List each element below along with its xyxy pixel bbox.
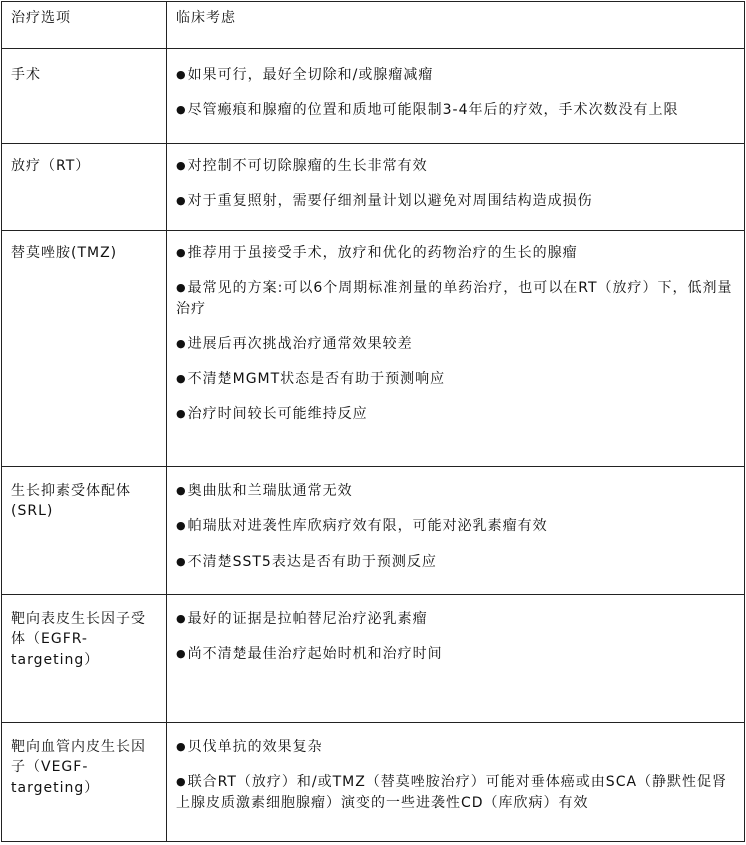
table-row [2, 595, 745, 723]
treatment-option-cell: 替莫唑胺(TMZ) [2, 231, 167, 467]
list-item: ● 治疗时间较长可能维持反应 [176, 404, 736, 424]
header-treatment-option: 治疗选项 [2, 2, 167, 49]
list-item: ● 如果可行，最好全切除和/或腺瘤减瘤 [176, 65, 736, 85]
treatment-option-cell: 靶向表皮生长因子受体（EGFR-targeting） [2, 595, 167, 723]
list-item: ● 最好的证据是拉帕替尼治疗泌乳素瘤 [176, 609, 736, 629]
list-item: ● 帕瑞肽对进袭性库欣病疗效有限，可能对泌乳素瘤有效 [176, 516, 736, 536]
list-item: ● 尚不清楚最佳治疗起始时机和治疗时间 [176, 644, 736, 664]
table-row [2, 723, 745, 842]
list-item: ● 联合RT（放疗）和/或TMZ（替莫唑胺治疗）可能对垂体癌或由SCA（静默性促肾上腺皮质激素细胞腺瘤）演变的一些进袭性CD（库欣病）有效 [176, 772, 736, 813]
considerations-cell [167, 595, 745, 723]
treatment-table [1, 1, 745, 842]
list-item: ● 尽管瘢痕和腺瘤的位置和质地可能限制3-4年后的疗效，手术次数没有上限 [176, 100, 736, 120]
list-item: ● 推荐用于虽接受手术，放疗和优化的药物治疗的生长的腺瘤 [176, 243, 736, 263]
considerations-cell [167, 723, 745, 842]
list-item: ● 最常见的方案:可以6个周期标准剂量的单药治疗，也可以在RT（放疗）下，低剂量治疗 [176, 278, 736, 319]
list-item: ● 对于重复照射，需要仔细剂量计划以避免对周围结构造成损伤 [176, 191, 736, 211]
considerations-cell [167, 49, 745, 144]
table-row [2, 144, 745, 231]
considerations-cell [167, 144, 745, 231]
table-row [2, 49, 745, 144]
table-row [2, 467, 745, 595]
list-item: ● 贝伐单抗的效果复杂 [176, 737, 736, 757]
table-row [2, 231, 745, 467]
treatment-option-cell: 手术 [2, 49, 167, 144]
table-header-row [2, 2, 745, 49]
treatment-option-cell: 生长抑素受体配体(SRL) [2, 467, 167, 595]
list-item: ● 不清楚MGMT状态是否有助于预测响应 [176, 369, 736, 389]
header-clinical-considerations: 临床考虑 [167, 2, 745, 49]
treatment-option-cell: 靶向血管内皮生长因子（VEGF-targeting） [2, 723, 167, 842]
list-item: ● 进展后再次挑战治疗通常效果较差 [176, 334, 736, 354]
treatment-option-cell: 放疗（RT） [2, 144, 167, 231]
list-item: ● 不清楚SST5表达是否有助于预测反应 [176, 552, 736, 572]
considerations-cell [167, 231, 745, 467]
considerations-cell [167, 467, 745, 595]
list-item: ● 奥曲肽和兰瑞肽通常无效 [176, 481, 736, 501]
list-item: ● 对控制不可切除腺瘤的生长非常有效 [176, 156, 736, 176]
